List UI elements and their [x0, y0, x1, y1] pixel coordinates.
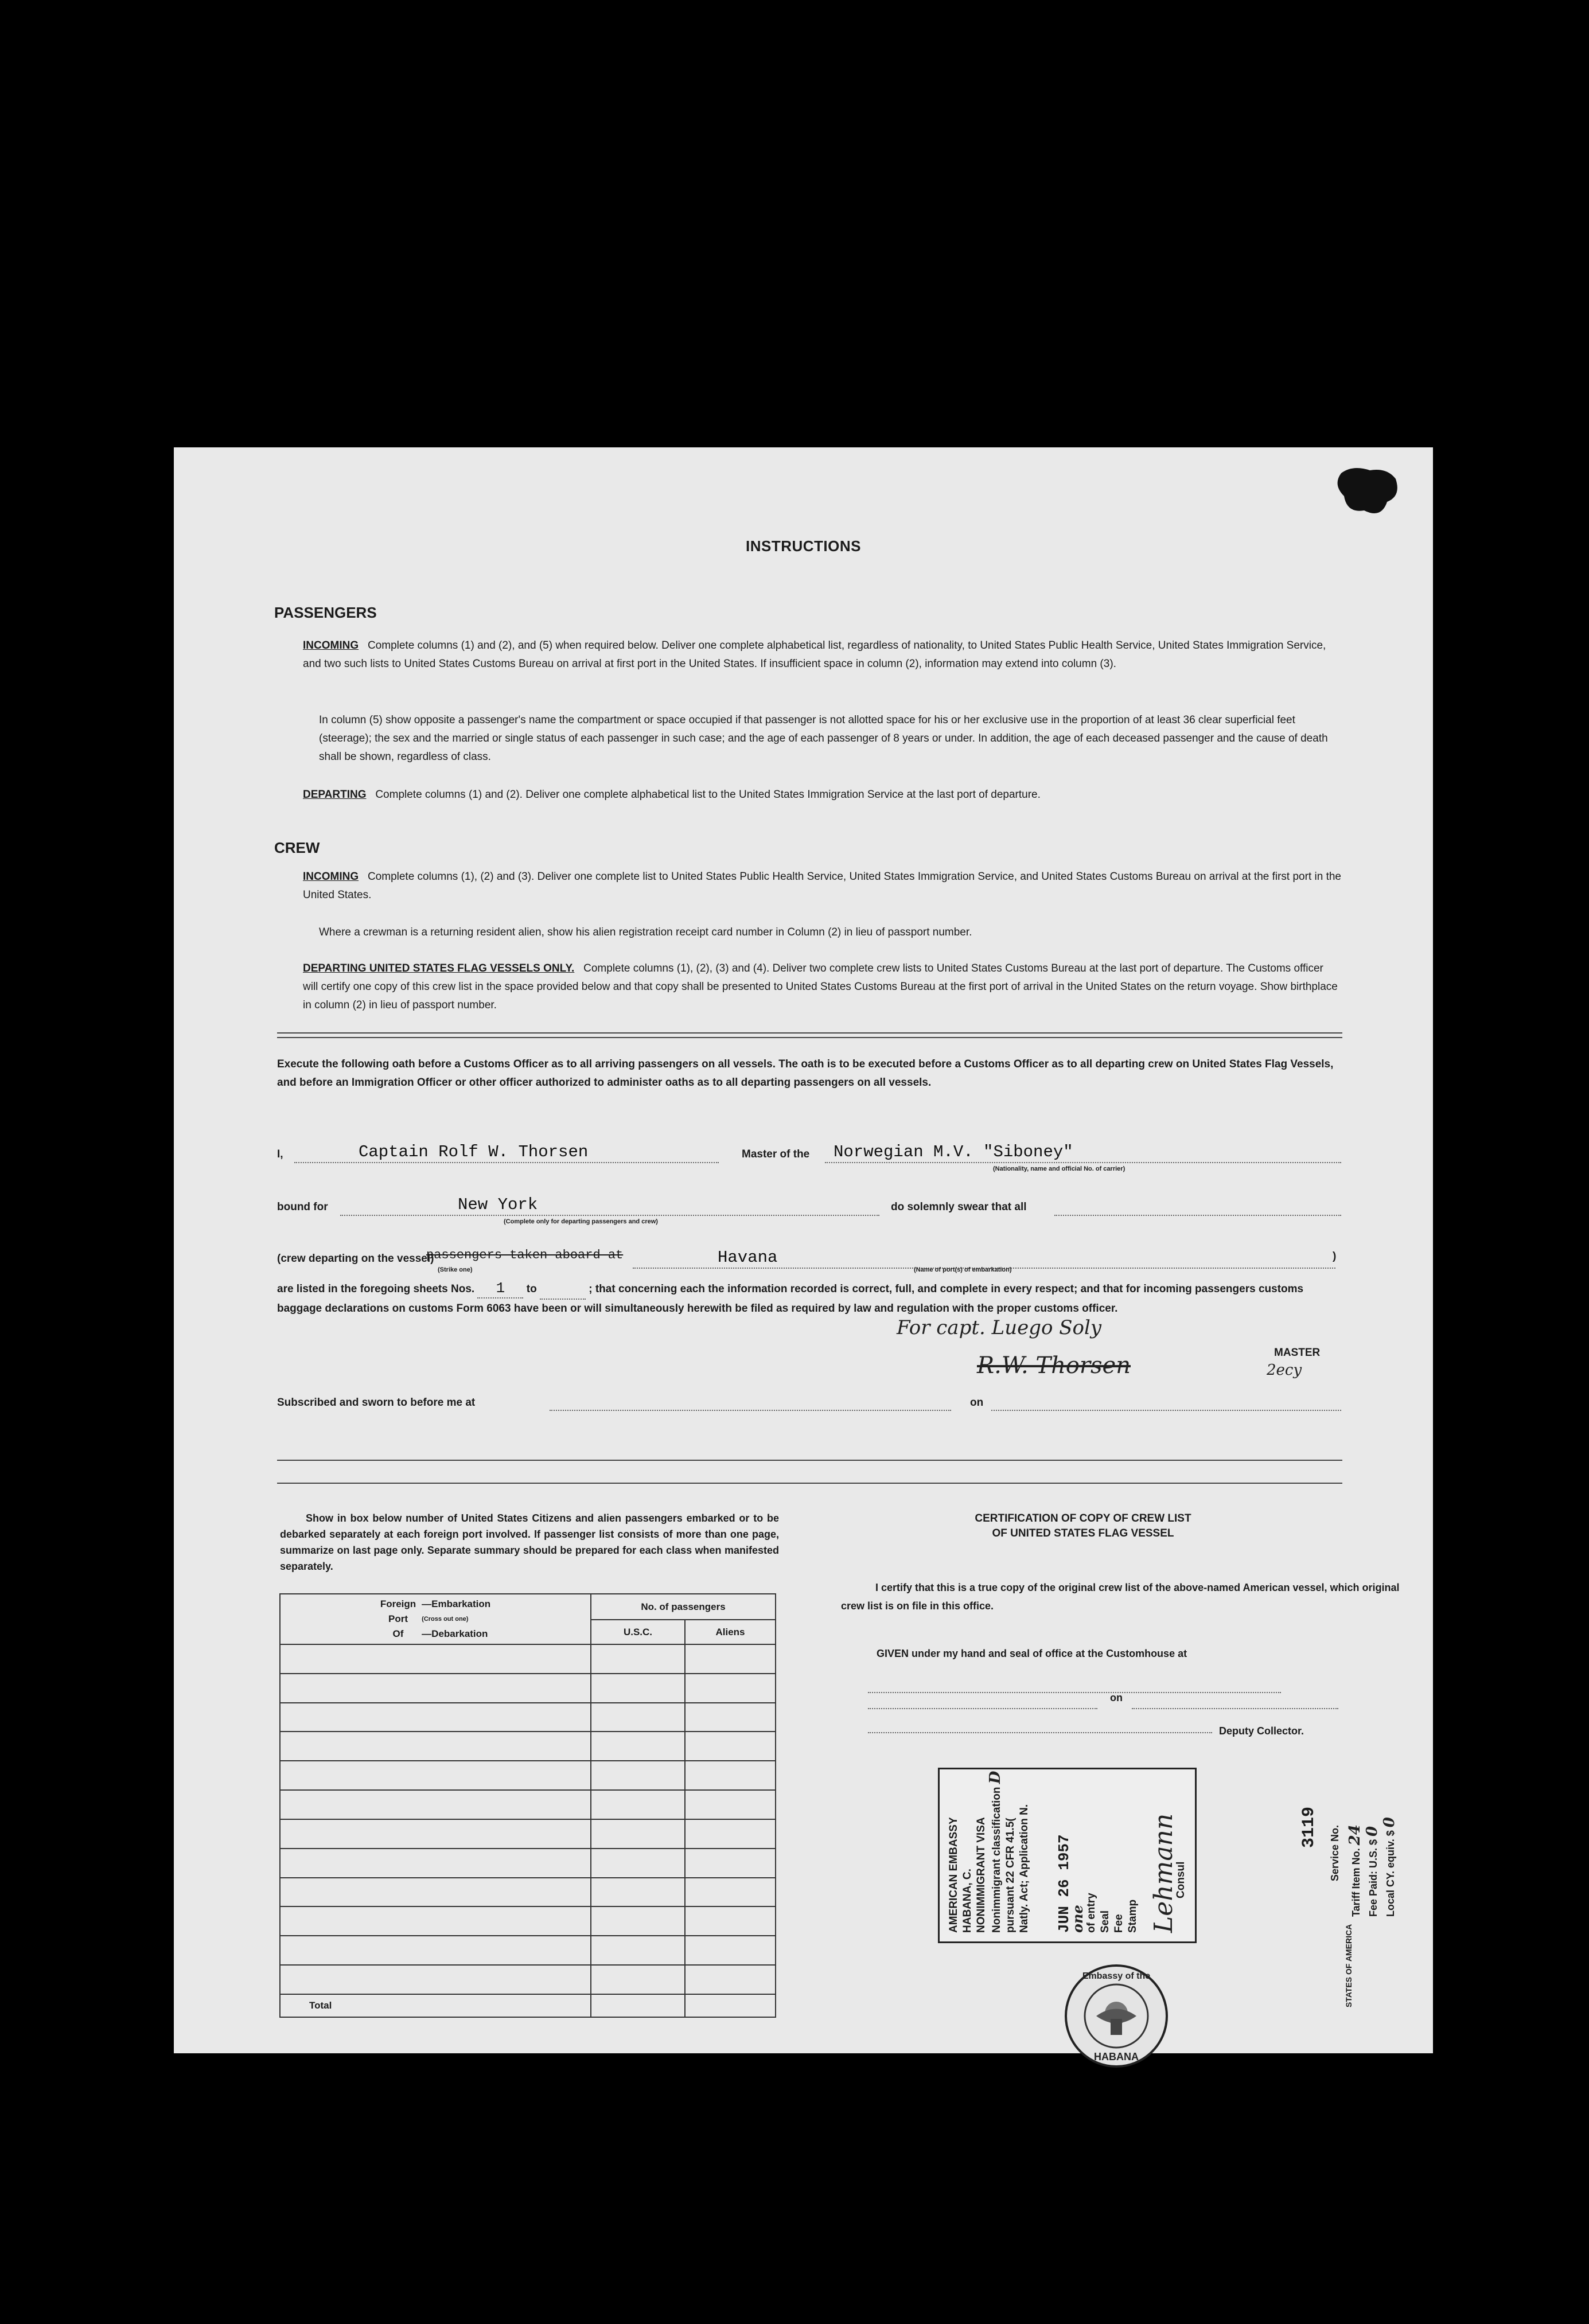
table-row	[280, 1790, 776, 1819]
certification-title	[920, 1511, 1247, 1541]
visa-entries: one	[1069, 1905, 1086, 1933]
strike-note: (Strike one)	[438, 1266, 473, 1273]
oath-paragraph	[277, 1279, 1342, 1318]
destination-line	[340, 1195, 879, 1216]
seal-icon	[1062, 1962, 1171, 2070]
passenger-summary-table	[279, 1593, 776, 2018]
header-no-passengers: No. of passengers	[591, 1594, 776, 1620]
consul-signature: Lehmann	[1149, 1813, 1178, 1933]
service-number: 3119	[1299, 1806, 1319, 1848]
section-divider	[277, 1032, 1342, 1038]
crew-departing-label: (crew departing on the vessel)	[277, 1253, 434, 1265]
table-row	[280, 1906, 776, 1936]
document-sheet: INSTRUCTIONS PASSENGERS INCOMING Complete columns (1) and (2), and (5) when required below. Deliver one complete alphabetical list, regardless of nationality, to United States Public Health Service, United States Immigration Service, and two such lists to United States Customs Bureau on arrival at first port in the United States. If insufficient space in column (2), information may extend into column (3). In column (5) show opposite a passenger's name the compartment or space occupied if that passenger is not allotted space for his or her exclusive use in the proportion of at least 36 clear superficial feet (steerage); the sex and the married or single status of each passenger in such case; and the age of each passenger of 8 years or under. In addition, the age of each deceased passenger and the cause of death shall be shown, regardless of class. DEPARTING Complete columns (1) and (2). Deliver one complete alphabetical list to the United States Immigration Service at the last port of departure. CREW INCOMING Complete columns (1), (2) and (3). Deliver one complete list to United States Public Health Service, United States Immigration Service, and United States Customs Bureau on arrival at the first port in the United States. Where a crewman is a returning resident alien, show his alien registration receipt card number in Column (2) in lieu of passport number. DEPARTING UNITED STATES FLAG VESSELS ONLY. Complete columns (1), (2), (3) and (4). Deliver two complete crew lists to United States Customs Bureau at the last port of departure. The Customs officer will certify one copy of this crew list in the space provided below and that copy shall be presented to United States Customs Bureau at the first port of arrival in the United States on the return voyage. Show birthplace in column (2) in lieu of passport number. Execute the following oath before a Customs Officer as to all arriving passengers on all vessels. The oath is to be executed before a Customs Officer as to all departing crew on United States Flag Vessels, and before an Immigration Officer or other officer authorized to administer oaths as to all departing passengers on all vessels. I, Captain Rolf W. Thorsen Master of the Norwegian M.V. "Siboney" (Nationality, name and official No. of carrier) bound for New York (Complete only for departing passengers and crew) do solemnly swear that all (crew departing on the vessel) passengers taken aboard at (Strike one) Havana (Name of port(s) of embarkation) ) are listed in the foregoing sheets Nos. 1 to ; that concerning each the information recorded is correct, full, and complete in every respect; and that for incoming passengers customs baggage declarations on customs Form 6063 have been or will simultaneously herewith be filed as required by law and regulation with the proper customs officer. For capt. Luego Soly R.W. Thorsen MASTER 2ecy Subscribed and sworn to before me at on Show in box below number of United States Citizens and alien passengers embarked or to be debarked separately at each foreign port involved. If passenger list consists of more than one page, summarize on last page only. Separate summary should be prepared for each class when manifested separately. Foreign Port Of —Embarkation (Cross out one) —Debarkation No. of passengers U.S.C. Aliens Total CERTIFICATION OF COPY OF CREW LIST OF UNITED STATES FLAG VESSEL I certify that this is a true copy of the original crew list of the above-named American vessel, which original crew list is on file in this office. GIVEN under my hand and seal of office at the Customhouse at on Deputy Collector. AMERICAN EMBASSY HABANA, C. NONIMMIGRANT VISA Nonimmigrant classification D pursuant 22 CFR 41.5( Natly. Act; Application N. JUN 26 1957 one of entry Seal Fee Stamp Consul Lehmann 3119 Service No. Tariff Item No. 24 Fee Paid: U.S. $ 0 Local CY. equiv. $ 0 STATES OF AMERICA Embassy of the HABANA	[174, 447, 1433, 2053]
deputy-label: Deputy Collector.	[1219, 1725, 1304, 1737]
strike-text: passengers taken aboard at	[426, 1248, 624, 1262]
subscribed-on-label: on	[970, 1397, 984, 1409]
oath-i-label: I,	[277, 1148, 283, 1160]
swear-line	[1054, 1195, 1341, 1216]
visa-type: NONIMMIGRANT VISA	[975, 1817, 987, 1933]
divider-bottom-2	[277, 1483, 1342, 1484]
embassy-seal	[1062, 1962, 1171, 2070]
passengers-incoming-label: INCOMING	[303, 640, 359, 652]
passengers-departing-paragraph	[303, 786, 1341, 804]
header-of: Of	[392, 1628, 404, 1639]
swear-label: do solemnly swear that all	[891, 1201, 1027, 1213]
sheet-from: 1	[477, 1279, 523, 1299]
visa-line-seal: Seal	[1099, 1910, 1111, 1933]
fee-label: Fee Paid: U.S. $ 0	[1364, 1826, 1381, 1917]
service-no-label: Service No.	[1329, 1824, 1341, 1881]
header-embarkation: —Embarkation	[422, 1598, 491, 1609]
table-row	[280, 1703, 776, 1732]
crew-incoming-label: INCOMING	[303, 871, 359, 883]
tariff-label: Tariff Item No. 24	[1346, 1824, 1364, 1917]
passengers-departing-text: Complete columns (1) and (2). Deliver one complete alphabetical list to the United States Immigration Service at the last port of departure.	[375, 789, 1041, 801]
header-usc: U.S.C.	[591, 1620, 685, 1644]
given-text: GIVEN under my hand and seal of office at the Customhouse at	[877, 1648, 1187, 1659]
passengers-incoming-paragraph	[303, 637, 1341, 673]
crew-resident-text: Where a crewman is a returning resident alien, show his alien registration receipt card number in Column (2) in lieu of passport number.	[319, 926, 972, 938]
table-row	[280, 1819, 776, 1849]
passengers-heading: PASSENGERS	[274, 604, 377, 621]
subscribed-label: Subscribed and sworn to before me at	[277, 1397, 476, 1409]
destination: New York	[458, 1195, 538, 1214]
visa-city: HABANA, C.	[961, 1869, 973, 1933]
instructions-title: INSTRUCTIONS	[746, 537, 861, 555]
table-row	[280, 1849, 776, 1878]
crew-departing-text: Complete columns (1), (2), (3) and (4). Deliver two complete crew lists to United States Customs Bureau at the last port of departure. The Customs officer will certify one copy of this crew list in the space provided below and that copy shall be presented to United States Customs Bureau at the first port of arrival in the United States on the return voyage. Show birthplace in column (2) in lieu of passport number.	[303, 962, 1338, 1011]
to-label: to	[526, 1283, 537, 1295]
visa-classification: Nonimmigrant classification	[991, 1787, 1003, 1933]
visa-line-fee: Fee	[1113, 1914, 1125, 1933]
port-note: (Name of port(s) of embarkation)	[914, 1266, 1012, 1273]
certification-title-line2: OF UNITED STATES FLAG VESSEL	[992, 1527, 1174, 1539]
table-row	[280, 1674, 776, 1703]
visa-stamp-left-text	[947, 1771, 1031, 1933]
table-row	[280, 1965, 776, 1994]
table-row	[280, 1644, 776, 1674]
total-label: Total	[280, 1994, 591, 2017]
header-foreign: Foreign	[380, 1598, 416, 1609]
crew-departing-label: DEPARTING UNITED STATES FLAG VESSELS ONLY.	[303, 962, 575, 974]
header-port: Port	[388, 1613, 408, 1624]
visa-line-entry: of entry	[1085, 1893, 1097, 1933]
visa-stamp-right-text	[1057, 1834, 1140, 1933]
table-row	[280, 1761, 776, 1790]
master-label: MASTER	[1274, 1347, 1321, 1359]
table-row	[280, 1878, 776, 1907]
crew-departing-paragraph	[303, 960, 1341, 1015]
summary-text: Show in box below number of United States Citizens and alien passengers embarked or to be debarked separately at each foreign port involved. If passenger list consists of more than one page, summarize on last page only. Separate summary should be prepared for each class when manifested separately.	[280, 1512, 779, 1572]
usa-label: STATES OF AMERICA	[1344, 1924, 1353, 2007]
table-row	[280, 1732, 776, 1761]
header-aliens: Aliens	[685, 1620, 776, 1644]
divider-bottom-1	[277, 1460, 1342, 1461]
local-label: Local CY. equiv. $ 0	[1381, 1817, 1398, 1917]
seal-top-text: Embassy of the	[1082, 1971, 1151, 1981]
listed-label: are listed in the foregoing sheets Nos.	[277, 1283, 475, 1295]
certification-title-line1: CERTIFICATION OF COPY OF CREW LIST	[975, 1512, 1191, 1524]
crew-incoming-text: Complete columns (1), (2) and (3). Deliver one complete list to United States Public Health Service, United States Immigration Service, and United States Customs Bureau on arrival at the first port in the United States.	[303, 871, 1341, 901]
bound-for-label: bound for	[277, 1201, 328, 1213]
foreign-port-header	[280, 1594, 591, 1644]
visa-act: Natly. Act; Application N.	[1018, 1804, 1030, 1933]
total-row	[280, 1994, 776, 2017]
vessel-note: (Nationality, name and official No. of carrier)	[993, 1165, 1125, 1172]
visa-pursuant: pursuant 22 CFR 41.5(	[1004, 1818, 1017, 1933]
passengers-departing-label: DEPARTING	[303, 789, 367, 801]
header-debarkation: —Debarkation	[422, 1628, 488, 1639]
certify-text: I certify that this is a true copy of the original crew list of the above-named American vessel, which original crew list is on file in this office.	[841, 1582, 1400, 1612]
signature-note: For capt. Luego Soly	[897, 1316, 1102, 1339]
visa-classification-value: D	[987, 1771, 1004, 1784]
vessel-name: Norwegian M.V. "Siboney"	[834, 1142, 1073, 1161]
visa-embassy: AMERICAN EMBASSY	[948, 1817, 960, 1933]
table-row	[280, 1936, 776, 1965]
visa-date: JUN 26 1957	[1056, 1834, 1073, 1933]
crew-incoming-paragraph	[303, 868, 1341, 904]
header-cross-note: (Cross out one)	[422, 1616, 469, 1623]
destination-note: (Complete only for departing passengers and crew)	[504, 1218, 658, 1225]
oath-intro: Execute the following oath before a Customs Officer as to all arriving passengers on all vessels. The oath is to be executed before a Customs Officer as to all departing crew on United States Flag Vessels, and before an Immigration Officer or other officer authorized to administer oaths as to all departing passengers on all vessels.	[277, 1058, 1334, 1089]
port-name: Havana	[718, 1248, 778, 1267]
passengers-incoming-text: Complete columns (1) and (2), and (5) when required below. Deliver one complete alphabetical list, regardless of nationality, to United States Public Health Service, United States Immigration Service, and two such lists to United States Customs Bureau on arrival at first port in the United States. If insufficient space in column (2), information may extend into column (3).	[303, 640, 1326, 670]
corner-ink-blot	[1330, 462, 1404, 525]
passengers-column5-text: In column (5) show opposite a passenger's name the compartment or space occupied if that passenger is not allotted space for his or her exclusive use in the proportion of at least 36 clear superficial feet (steerage); the sex and the married or single status of each passenger in such case; and the age of each passenger of 8 years or under. In addition, the age of each deceased passenger and the cause of death shall be shown, regardless of class.	[319, 714, 1328, 763]
master-suffix: 2ecy	[1267, 1362, 1302, 1379]
oath-text: ; that concerning each the information recorded is correct, full, and complete in every respect; and that for incoming passengers customs baggage declarations on customs Form 6063 have been or will simultaneously herewith be filed as required by law and regulation with the proper customs officer.	[277, 1283, 1304, 1315]
visa-line-stamp: Stamp	[1127, 1899, 1139, 1933]
seal-bottom-text: HABANA	[1094, 2051, 1139, 2062]
certification-on-label: on	[1110, 1692, 1123, 1703]
master-name: Captain Rolf W. Thorsen	[359, 1142, 589, 1161]
master-signature: R.W. Thorsen	[977, 1352, 1131, 1379]
crew-heading: CREW	[274, 839, 320, 856]
visa-consul-label: Consul	[1175, 1861, 1187, 1898]
master-of-label: Master of the	[742, 1148, 810, 1160]
